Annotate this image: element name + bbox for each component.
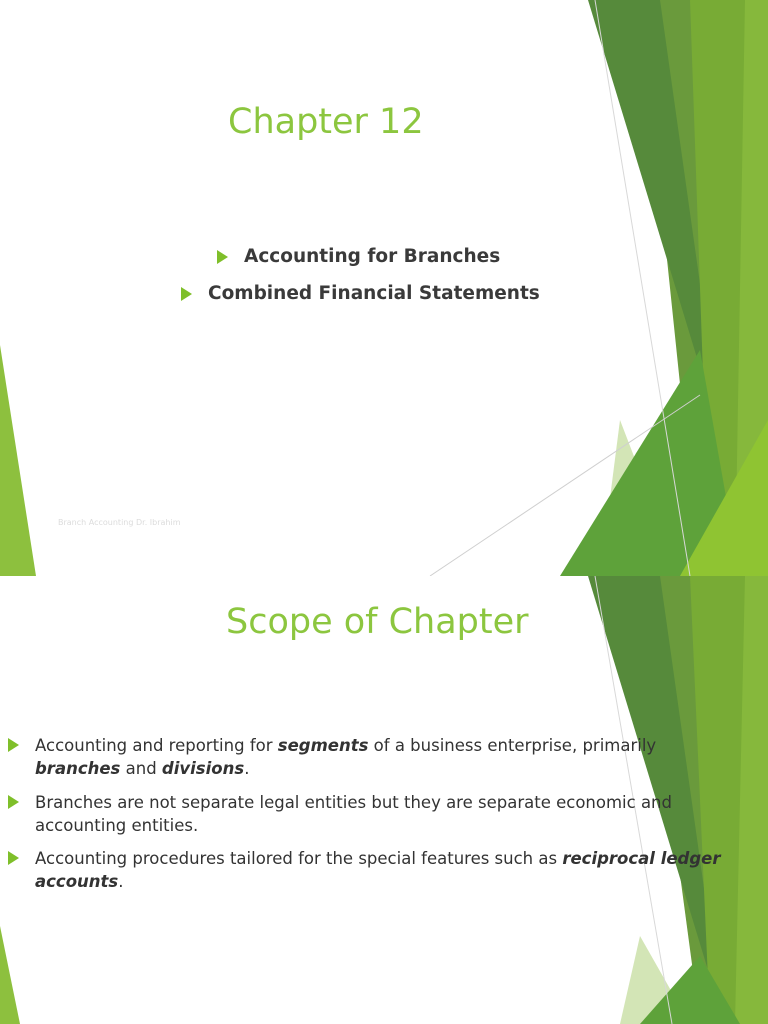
slide-2	[0, 576, 768, 1024]
bullet-item	[8, 791, 708, 837]
bullet-text: Combined Financial Statements	[208, 283, 540, 304]
emphasis-branches: branches	[35, 759, 121, 778]
triangle-bullet-icon	[8, 851, 19, 865]
triangle-bullet-icon	[181, 287, 192, 301]
triangle-bullet-icon	[217, 250, 228, 264]
bullet-text: Accounting for Branches	[244, 246, 501, 267]
slide-footer: Branch Accounting Dr. Ibrahim	[58, 518, 181, 527]
slide-2-title: Scope of Chapter	[226, 602, 529, 642]
bullet-item	[217, 246, 500, 267]
bullet-text: Branches are not separate legal entities but they are separate economic and accounting entities.	[35, 793, 672, 835]
triangle-bullet-icon	[8, 738, 19, 752]
bullet-item	[8, 734, 708, 780]
slide-1-title: Chapter 12	[228, 102, 424, 142]
bullet-item	[181, 283, 540, 304]
emphasis-segments: segments	[277, 736, 369, 755]
emphasis-divisions: divisions	[161, 759, 245, 778]
bullet-item	[8, 847, 748, 893]
triangle-bullet-icon	[8, 795, 19, 809]
bullet-text: Accounting and reporting for segments of a business enterprise, primarily branches and divisions.	[35, 736, 657, 778]
emphasis-reciprocal-ledger-accounts: reciprocal ledger accounts	[35, 849, 721, 891]
bullet-text: Accounting procedures tailored for the special features such as reciprocal ledger accounts.	[35, 849, 721, 891]
